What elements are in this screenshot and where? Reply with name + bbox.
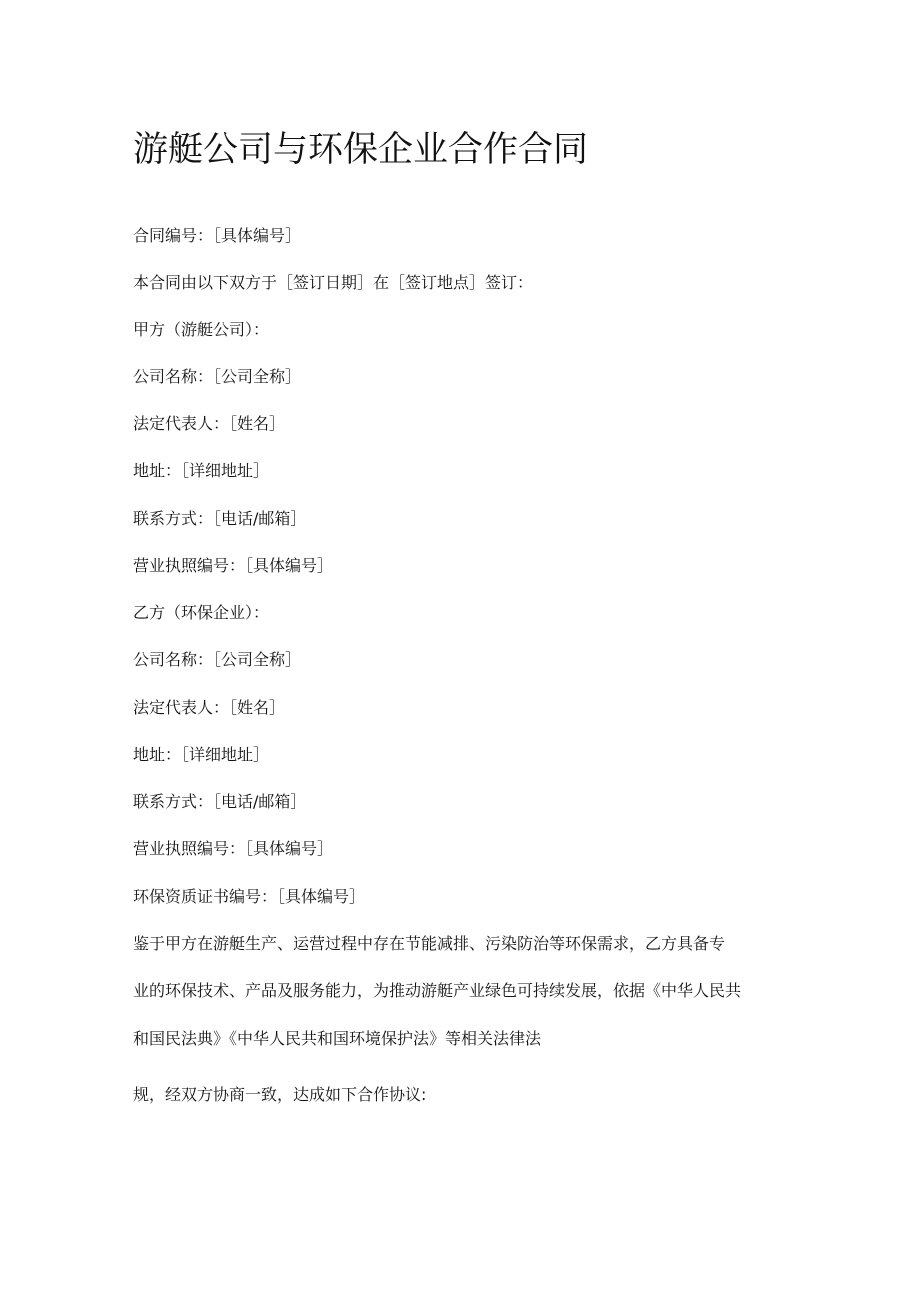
party-b-certificate: 环保资质证书编号：［具体编号］: [133, 887, 366, 906]
preamble-line-2: 业的环保技术、产品及服务能力，为推动游艇产业绿色可持续发展，依据《中华人民共: [133, 981, 742, 1000]
party-a-contact: 联系方式：［电话/邮箱］: [133, 509, 307, 528]
party-a-address: 地址：［详细地址］: [133, 461, 270, 480]
document-title: 游艇公司与环保企业合作合同: [133, 130, 589, 170]
party-a-company-name: 公司名称：［公司全称］: [133, 367, 302, 386]
contract-intro: 本合同由以下双方于［签订日期］在［签订地点］签订：: [133, 273, 534, 292]
party-b-company-name: 公司名称：［公司全称］: [133, 650, 302, 669]
preamble-line-4: 规，经双方协商一致，达成如下合作协议:: [133, 1085, 427, 1104]
party-b-contact: 联系方式：［电话/邮箱］: [133, 792, 307, 811]
party-b-legal-rep: 法定代表人：［姓名］: [133, 698, 286, 717]
party-a-heading: 甲方（游艇公司）：: [133, 320, 270, 339]
party-b-address: 地址：［详细地址］: [133, 745, 270, 764]
contract-number: 合同编号：［具体编号］: [133, 226, 302, 245]
preamble-line-1: 鉴于甲方在游艇生产、运营过程中存在节能减排、污染防治等环保需求，乙方具备专: [133, 934, 726, 953]
party-a-legal-rep: 法定代表人：［姓名］: [133, 414, 286, 433]
preamble-line-3: 和国民法典》《中华人民共和国环境保护法》等相关法律法: [133, 1029, 542, 1048]
party-b-license: 营业执照编号：［具体编号］: [133, 839, 334, 858]
party-b-heading: 乙方（环保企业）：: [133, 603, 270, 622]
party-a-license: 营业执照编号：［具体编号］: [133, 556, 334, 575]
